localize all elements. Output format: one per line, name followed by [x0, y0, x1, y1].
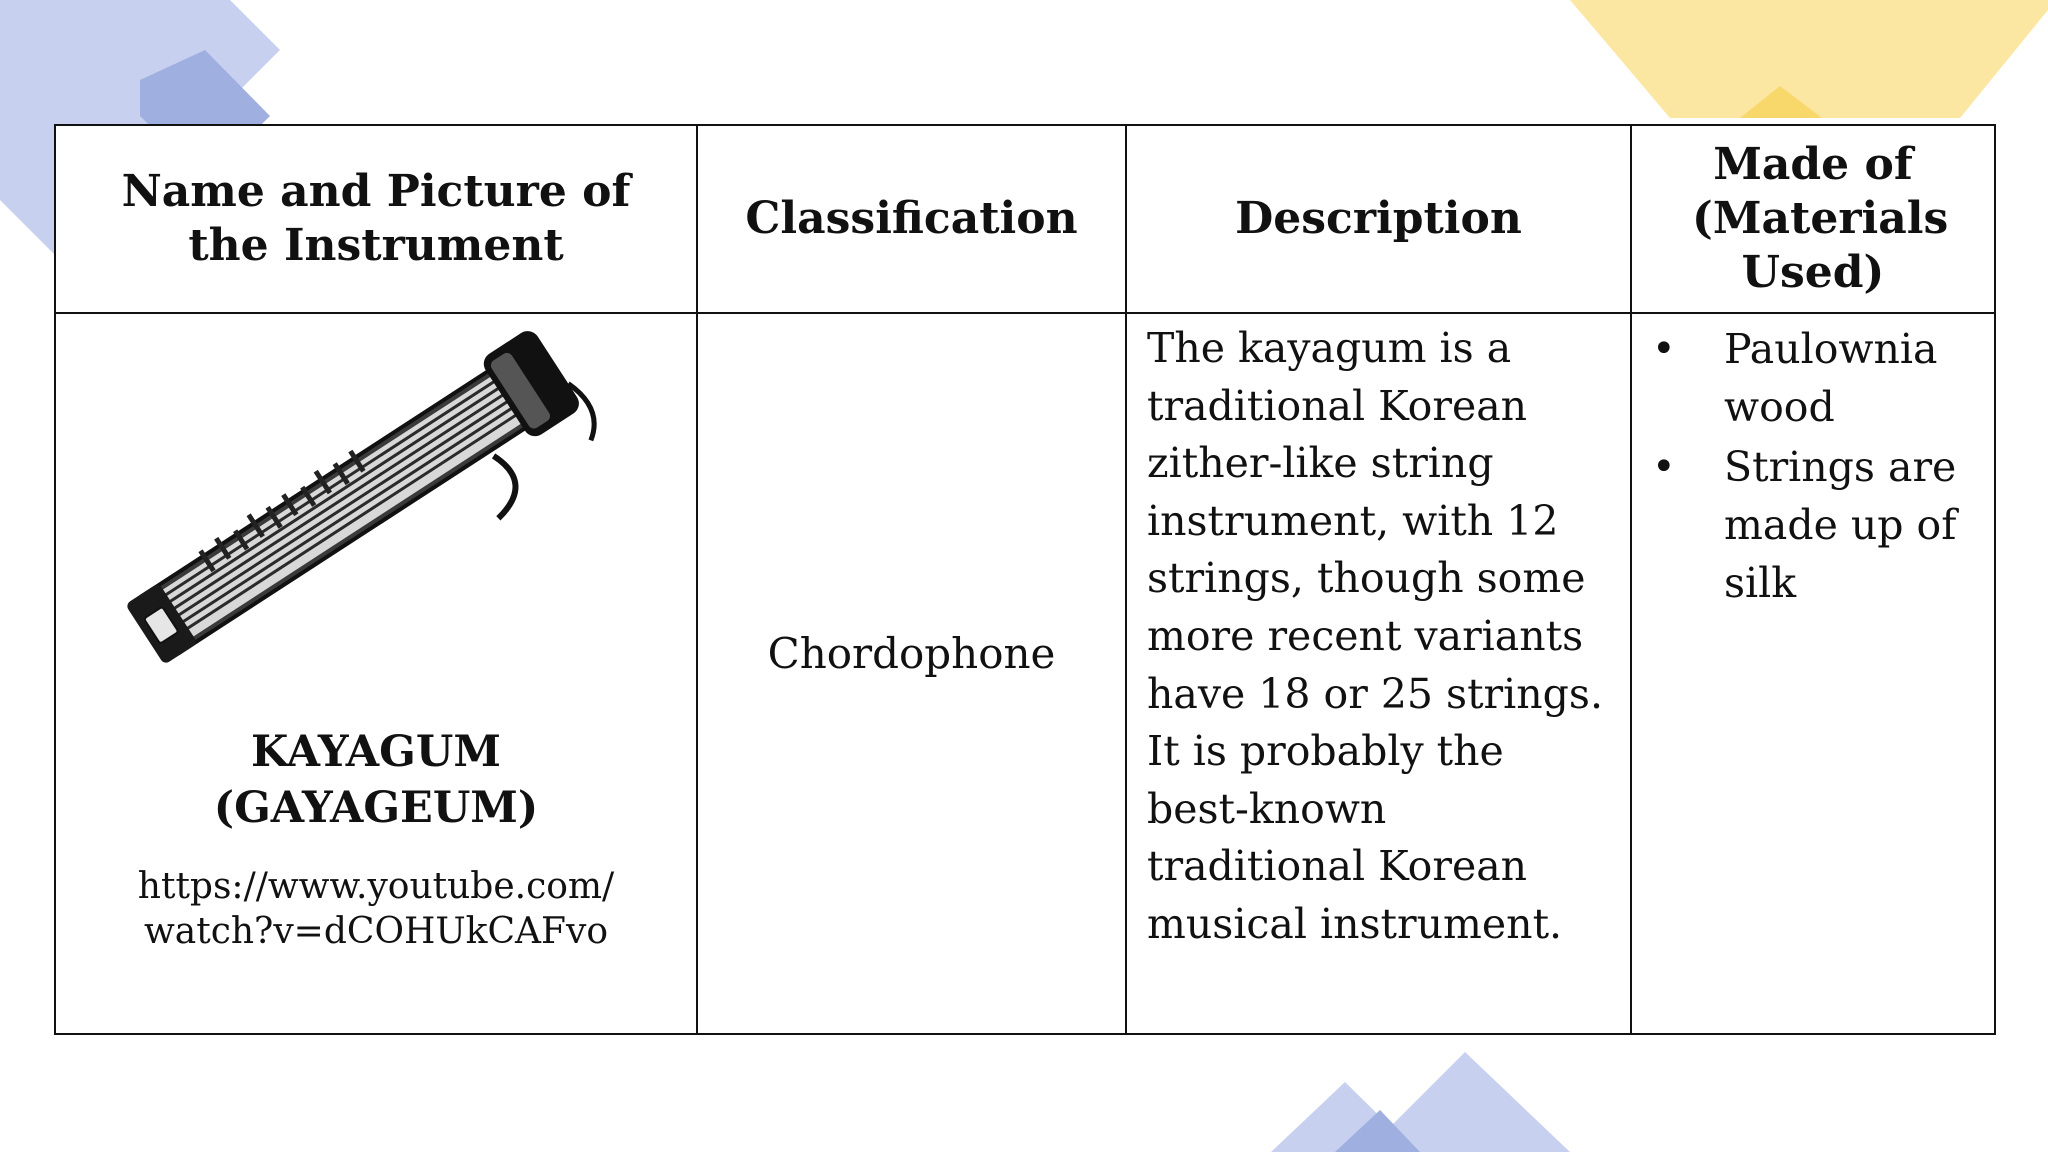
header-name-picture: Name and Picture of the Instrument — [56, 126, 697, 313]
cell-description: The kayagum is a traditional Korean zither-like string instrument, with 12 strings, though some more recent variants have 18 or 25 strings. It is probably the best-known traditional Korean musical instrument. — [1126, 313, 1631, 1034]
header-materials: Made of (Materials Used) — [1631, 126, 1994, 313]
header-description: Description — [1126, 126, 1631, 313]
table-row — [56, 313, 1994, 1034]
list-item — [1644, 438, 1982, 612]
header-classification: Classification — [697, 126, 1126, 313]
cell-name-picture — [56, 313, 697, 1034]
youtube-link[interactable] — [56, 864, 696, 954]
decor-bottom-shapes — [1270, 1030, 1610, 1152]
instrument-name-line2: (GAYAGEUM) — [213, 783, 539, 833]
decor-top-right-shapes — [1560, 0, 2048, 130]
youtube-link-line1[interactable]: https://www.youtube.com/ — [137, 866, 615, 907]
instrument-name — [56, 724, 696, 836]
table — [56, 126, 1994, 1035]
youtube-link-line2[interactable]: watch?v=dCOHUkCAFvo — [143, 911, 609, 952]
bullet-icon: • — [1652, 326, 1676, 372]
material-text: Paulownia wood — [1724, 325, 1938, 431]
header-row — [56, 126, 1994, 313]
kayagum-image — [56, 314, 696, 694]
kayagum-zither-illustration-icon — [86, 314, 606, 694]
instrument-name-line1: KAYAGUM — [251, 727, 501, 777]
bullet-icon: • — [1652, 444, 1676, 490]
cell-classification: Chordophone — [697, 313, 1126, 1034]
instrument-table — [54, 124, 1996, 1035]
material-text: Strings are made up of silk — [1724, 443, 1957, 607]
list-item — [1644, 320, 1982, 436]
materials-list — [1644, 320, 1982, 612]
cell-materials — [1631, 313, 1994, 1034]
